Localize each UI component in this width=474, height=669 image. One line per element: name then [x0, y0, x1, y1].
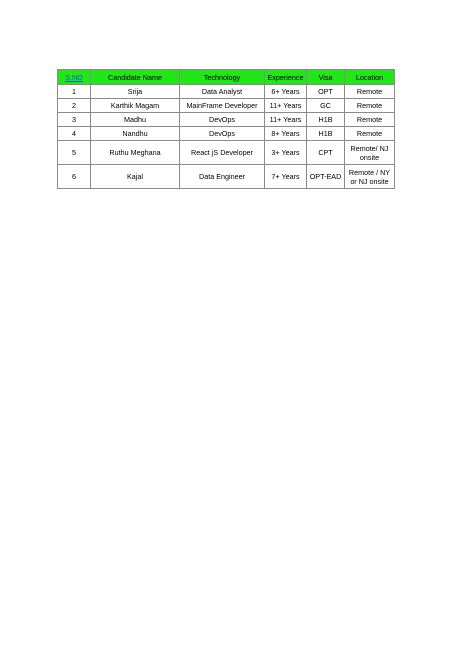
cell-experience: 8+ Years	[265, 127, 307, 141]
cell-visa: CPT	[307, 141, 345, 165]
cell-experience: 6+ Years	[265, 85, 307, 99]
cell-visa: H1B	[307, 127, 345, 141]
header-visa: Visa	[307, 70, 345, 85]
table-row	[58, 127, 395, 141]
table-row	[58, 113, 395, 127]
table-row	[58, 141, 395, 165]
table-row	[58, 99, 395, 113]
cell-candidate-name: Karthik Magam	[91, 99, 180, 113]
cell-visa: GC	[307, 99, 345, 113]
cell-sno: 4	[58, 127, 91, 141]
header-candidate-name: Candidate Name	[91, 70, 180, 85]
cell-candidate-name: Nandhu	[91, 127, 180, 141]
cell-experience: 11+ Years	[265, 99, 307, 113]
header-experience: Experience	[265, 70, 307, 85]
candidates-table	[57, 69, 395, 189]
cell-location: Remote	[345, 85, 395, 99]
cell-sno: 5	[58, 141, 91, 165]
header-sno[interactable]	[58, 70, 91, 85]
cell-location: Remote	[345, 113, 395, 127]
cell-location: Remote	[345, 99, 395, 113]
header-location: Location	[345, 70, 395, 85]
cell-experience: 7+ Years	[265, 165, 307, 189]
cell-sno: 3	[58, 113, 91, 127]
cell-location: Remote / NY or NJ onsite	[345, 165, 395, 189]
cell-technology: Data Engineer	[180, 165, 265, 189]
table-header-row	[58, 70, 395, 85]
cell-technology: React jS Developer	[180, 141, 265, 165]
cell-candidate-name: Kajal	[91, 165, 180, 189]
header-technology: Technology	[180, 70, 265, 85]
cell-candidate-name: Madhu	[91, 113, 180, 127]
sno-header-link[interactable]: S.NO	[65, 72, 83, 82]
cell-experience: 3+ Years	[265, 141, 307, 165]
cell-technology: DevOps	[180, 127, 265, 141]
cell-visa: OPT	[307, 85, 345, 99]
table-row	[58, 85, 395, 99]
cell-location: Remote	[345, 127, 395, 141]
cell-sno: 6	[58, 165, 91, 189]
cell-experience: 11+ Years	[265, 113, 307, 127]
cell-sno: 1	[58, 85, 91, 99]
table-row	[58, 165, 395, 189]
cell-candidate-name: Srija	[91, 85, 180, 99]
cell-visa: H1B	[307, 113, 345, 127]
cell-technology: DevOps	[180, 113, 265, 127]
cell-technology: Data Analyst	[180, 85, 265, 99]
cell-sno: 2	[58, 99, 91, 113]
cell-visa: OPT-EAD	[307, 165, 345, 189]
cell-candidate-name: Ruthu Meghana	[91, 141, 180, 165]
cell-location: Remote/ NJ onsite	[345, 141, 395, 165]
cell-technology: MainFrame Developer	[180, 99, 265, 113]
